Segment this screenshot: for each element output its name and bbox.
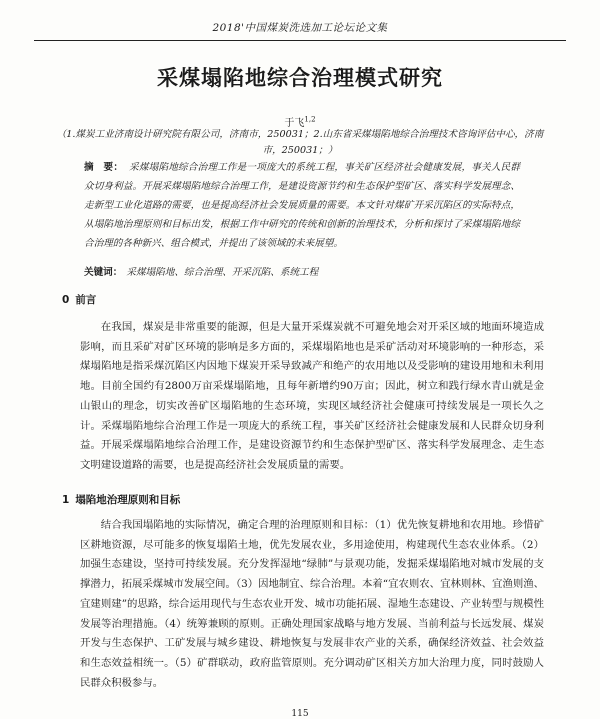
abstract	[84, 158, 520, 253]
keywords-text: 采煤塌陷地、综合治理、开采沉陷、系统工程	[126, 267, 319, 278]
section-number: 1	[62, 494, 70, 506]
keywords	[84, 264, 520, 278]
affiliation: （1.煤炭工业济南设计研究院有限公司，济南市，250031；2.山东省采煤塌陷地综合治理技术咨询评估中心，济南市，250031；）	[56, 129, 544, 156]
author-name: 于飞	[284, 118, 305, 129]
section-title: 塌陷地治理原则和目标	[75, 494, 181, 506]
section-heading-intro	[62, 292, 96, 307]
section-body-principles: 结合我国塌陷地的实际情况，确定合理的治理原则和目标：（1）优先恢复耕地和农用地。珍惜矿区耕地资源，尽可能多的恢复塌陷土地，优先发展农业，多用途使用，构建现代生态农业体系。（2）加强生态建设，坚持可持续发展。充分发挥湿地“绿肺”与景观功能，发掘采煤塌陷地对城市发展的支撑潜力，拓展采煤城市发展空间。（3）因地制宜、综合治理。本着“宜农则农、宜林则林、宜渔则渔、宜建则建”的思路，综合运用现代与生态农业开发、城市功能拓展、湿地生态建设、产业转型与规模性发展等治理措施。（4）统筹兼顾的原则。正确处理国家战略与地方发展、当前利益与长远发展、煤炭开发与生态保护、工矿发展与城乡建设、耕地恢复与发展非农产业的关系，确保经济效益、社会效益和生态效益相统一。（5）矿群联动，政府监管原则。充分调动矿区相关方加大治理力度，同时鼓励人民群众积极参与。	[80, 519, 544, 689]
section-number: 0	[62, 294, 70, 306]
section-heading-principles	[62, 492, 180, 507]
page-number: 115	[291, 709, 309, 719]
section-body-intro: 在我国，煤炭是非常重要的能源，但是大量开采煤炭就不可避免地会对开采区域的地面环境造成影响，而且采矿对矿区环境的影响是多方面的，采煤塌陷地也是采矿活动对环境影响的一种形态，采煤塌陷地是指采煤沉陷区内因地下煤炭开采导致减产和绝产的农用地以及受影响的建设用地和未利用地。目前全国约有2800万亩采煤塌陷地，且每年新增约90万亩；因此，树立和践行绿水青山就是金山银山的理念，切实改善矿区塌陷地的生态环境，实现区域经济社会健康可持续发展是一项长久之计。采煤塌陷地综合治理工作是一项庞大的系统工程，事关矿区经济社会健康发展和人民群众切身利益。开展采煤塌陷地综合治理工作，是建设资源节约和生态保护型矿区、落实科学发展理念、走生态文明建设道路的需要，也是提高经济社会发展质量的需要。	[80, 321, 544, 471]
paper-title: 采煤塌陷地综合治理模式研究	[157, 66, 443, 90]
abstract-label: 摘 要：	[84, 162, 124, 173]
header-rule	[34, 40, 566, 41]
author-superscript: 1,2	[304, 115, 316, 124]
abstract-text: 采煤塌陷地综合治理工作是一项庞大的系统工程，事关矿区经济社会健康发展，事关人民群众切身利益。开展采煤塌陷地综合治理工作，是建设资源节约和生态保护型矿区、落实科学发展理念、走新型工业化道路的需要，也是提高经济社会发展质量的需要。本文针对煤矿开采沉陷区的实际特点，从塌陷地治理原则和目标出发，根据工作中研究的传统和创新的治理技术，分析和探讨了采煤塌陷地综合治理的各种新兴、组合模式，并提出了该领域的未来展望。	[84, 162, 521, 249]
running-header: 2018'中国煤炭洗选加工论坛论文集	[212, 22, 388, 34]
section-title: 前言	[75, 294, 97, 306]
keywords-label: 关键词：	[84, 267, 123, 278]
